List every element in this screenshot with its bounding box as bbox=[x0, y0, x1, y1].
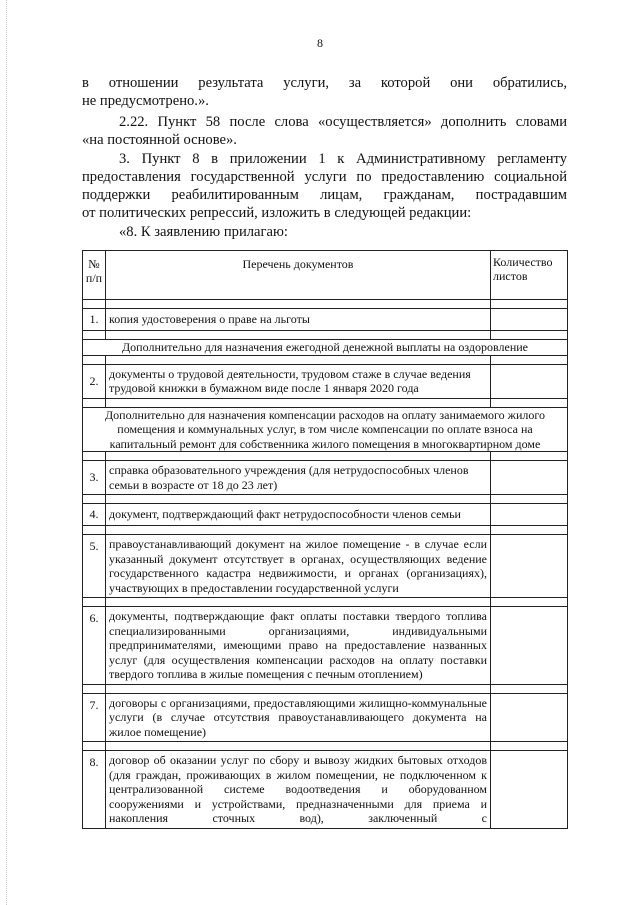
table-row bbox=[83, 309, 568, 331]
row-count bbox=[491, 535, 568, 598]
page-number: 8 bbox=[317, 36, 323, 50]
paragraph-2-22-end: «на постоянной основе». bbox=[82, 132, 237, 148]
table-row bbox=[83, 461, 568, 495]
paragraph-continuation-end: не предусмотрено.». bbox=[82, 93, 209, 109]
row-num: 2. bbox=[83, 364, 106, 398]
row-num: 7. bbox=[83, 693, 106, 742]
row-text: документ, подтверждающий факт нетрудоспособности членов семьи bbox=[106, 504, 491, 526]
row-count bbox=[491, 751, 568, 829]
section-heading: Дополнительно для назначения компенсации расходов на оплату занимаемого жилого помещения и коммунальных услуг, в том числе компенсации по оплате взноса на капитальный ремонт для собственника жилого помещения в многоквартирном доме bbox=[83, 407, 568, 452]
documents-table bbox=[82, 250, 568, 829]
table-row bbox=[83, 364, 568, 398]
row-num: 3. bbox=[83, 461, 106, 495]
table-spacer bbox=[83, 742, 568, 751]
table-spacer bbox=[83, 452, 568, 461]
table-row bbox=[83, 751, 568, 829]
table-row bbox=[83, 535, 568, 598]
row-count bbox=[491, 364, 568, 398]
row-text: копия удостоверения о праве на льготы bbox=[106, 309, 491, 331]
table-spacer bbox=[83, 355, 568, 364]
table-row bbox=[83, 693, 568, 742]
table-spacer bbox=[83, 598, 568, 607]
table-spacer bbox=[83, 300, 568, 309]
table-spacer bbox=[83, 398, 568, 407]
paragraph-continuation: в отношении результата услуги, за которой они обратились, bbox=[82, 75, 567, 91]
header-num: № п/п bbox=[83, 251, 106, 300]
table-spacer bbox=[83, 495, 568, 504]
paragraph-3: 3. Пункт 8 в приложении 1 к Административному регламенту предоставления государственной услуги по предоставлению социальной поддержки реабилитированным лицам, гражданам, пострадавшим bbox=[82, 151, 567, 203]
table-spacer bbox=[83, 331, 568, 340]
scan-edge bbox=[6, 0, 8, 905]
table-header-row bbox=[83, 251, 568, 300]
table-row bbox=[83, 504, 568, 526]
row-text: документы, подтверждающие факт оплаты поставки твердого топлива специализированными организациями, индивидуальными предпринимателями, имеющими право на предоставление названных услуг (для осуществления компенсации расходов на оплату поставки твердого топлива в жилые помещения с печным отоплением) bbox=[106, 607, 491, 685]
section-row bbox=[83, 340, 568, 356]
row-count bbox=[491, 309, 568, 331]
row-text: справка образовательного учреждения (для нетрудоспособных членов семьи в возрасте от 18 до 23 лет) bbox=[106, 461, 491, 495]
row-text: договор об оказании услуг по сбору и вывозу жидких бытовых отходов (для граждан, проживающих в жилом помещении, не подключенном к централизованной системе водоотведения и оборудованном сооружениями и устройствами, предназначенными для приема и накопления сточных вод), заключенный с bbox=[106, 751, 491, 829]
header-count: Количество листов bbox=[491, 251, 568, 300]
row-text: договоры с организациями, предоставляющими жилищно-коммунальные услуги (в случае отсутствия правоустанавливающего документа на жилое помещение) bbox=[106, 693, 491, 742]
row-count bbox=[491, 461, 568, 495]
row-text: правоустанавливающий документ на жилое помещение - в случае если указанный документ отсутствует в органах, осуществляющих ведение государственного кадастра недвижимости, и органах (организациях), участвующих в предоставлении государственной услуги bbox=[106, 535, 491, 598]
row-count bbox=[491, 693, 568, 742]
row-num: 1. bbox=[83, 309, 106, 331]
table-spacer bbox=[83, 684, 568, 693]
paragraph-2-22: 2.22. Пункт 58 после слова «осуществляется» дополнить словами bbox=[119, 114, 567, 130]
row-text: документы о трудовой деятельности, трудовом стаже в случае ведения трудовой книжки в бумажном виде после 1 января 2020 года bbox=[106, 364, 491, 398]
paragraph-attachments-intro: «8. К заявлению прилагаю: bbox=[119, 224, 288, 240]
row-num: 8. bbox=[83, 751, 106, 829]
header-title: Перечень документов bbox=[106, 251, 491, 300]
table-row bbox=[83, 607, 568, 685]
row-count bbox=[491, 504, 568, 526]
row-num: 4. bbox=[83, 504, 106, 526]
table-spacer bbox=[83, 526, 568, 535]
paragraph-3-end: от политических репрессий, изложить в следующей редакции: bbox=[82, 205, 472, 221]
row-num: 5. bbox=[83, 535, 106, 598]
section-row bbox=[83, 407, 568, 452]
row-count bbox=[491, 607, 568, 685]
section-heading: Дополнительно для назначения ежегодной денежной выплаты на оздоровление bbox=[83, 340, 568, 356]
row-num: 6. bbox=[83, 607, 106, 685]
